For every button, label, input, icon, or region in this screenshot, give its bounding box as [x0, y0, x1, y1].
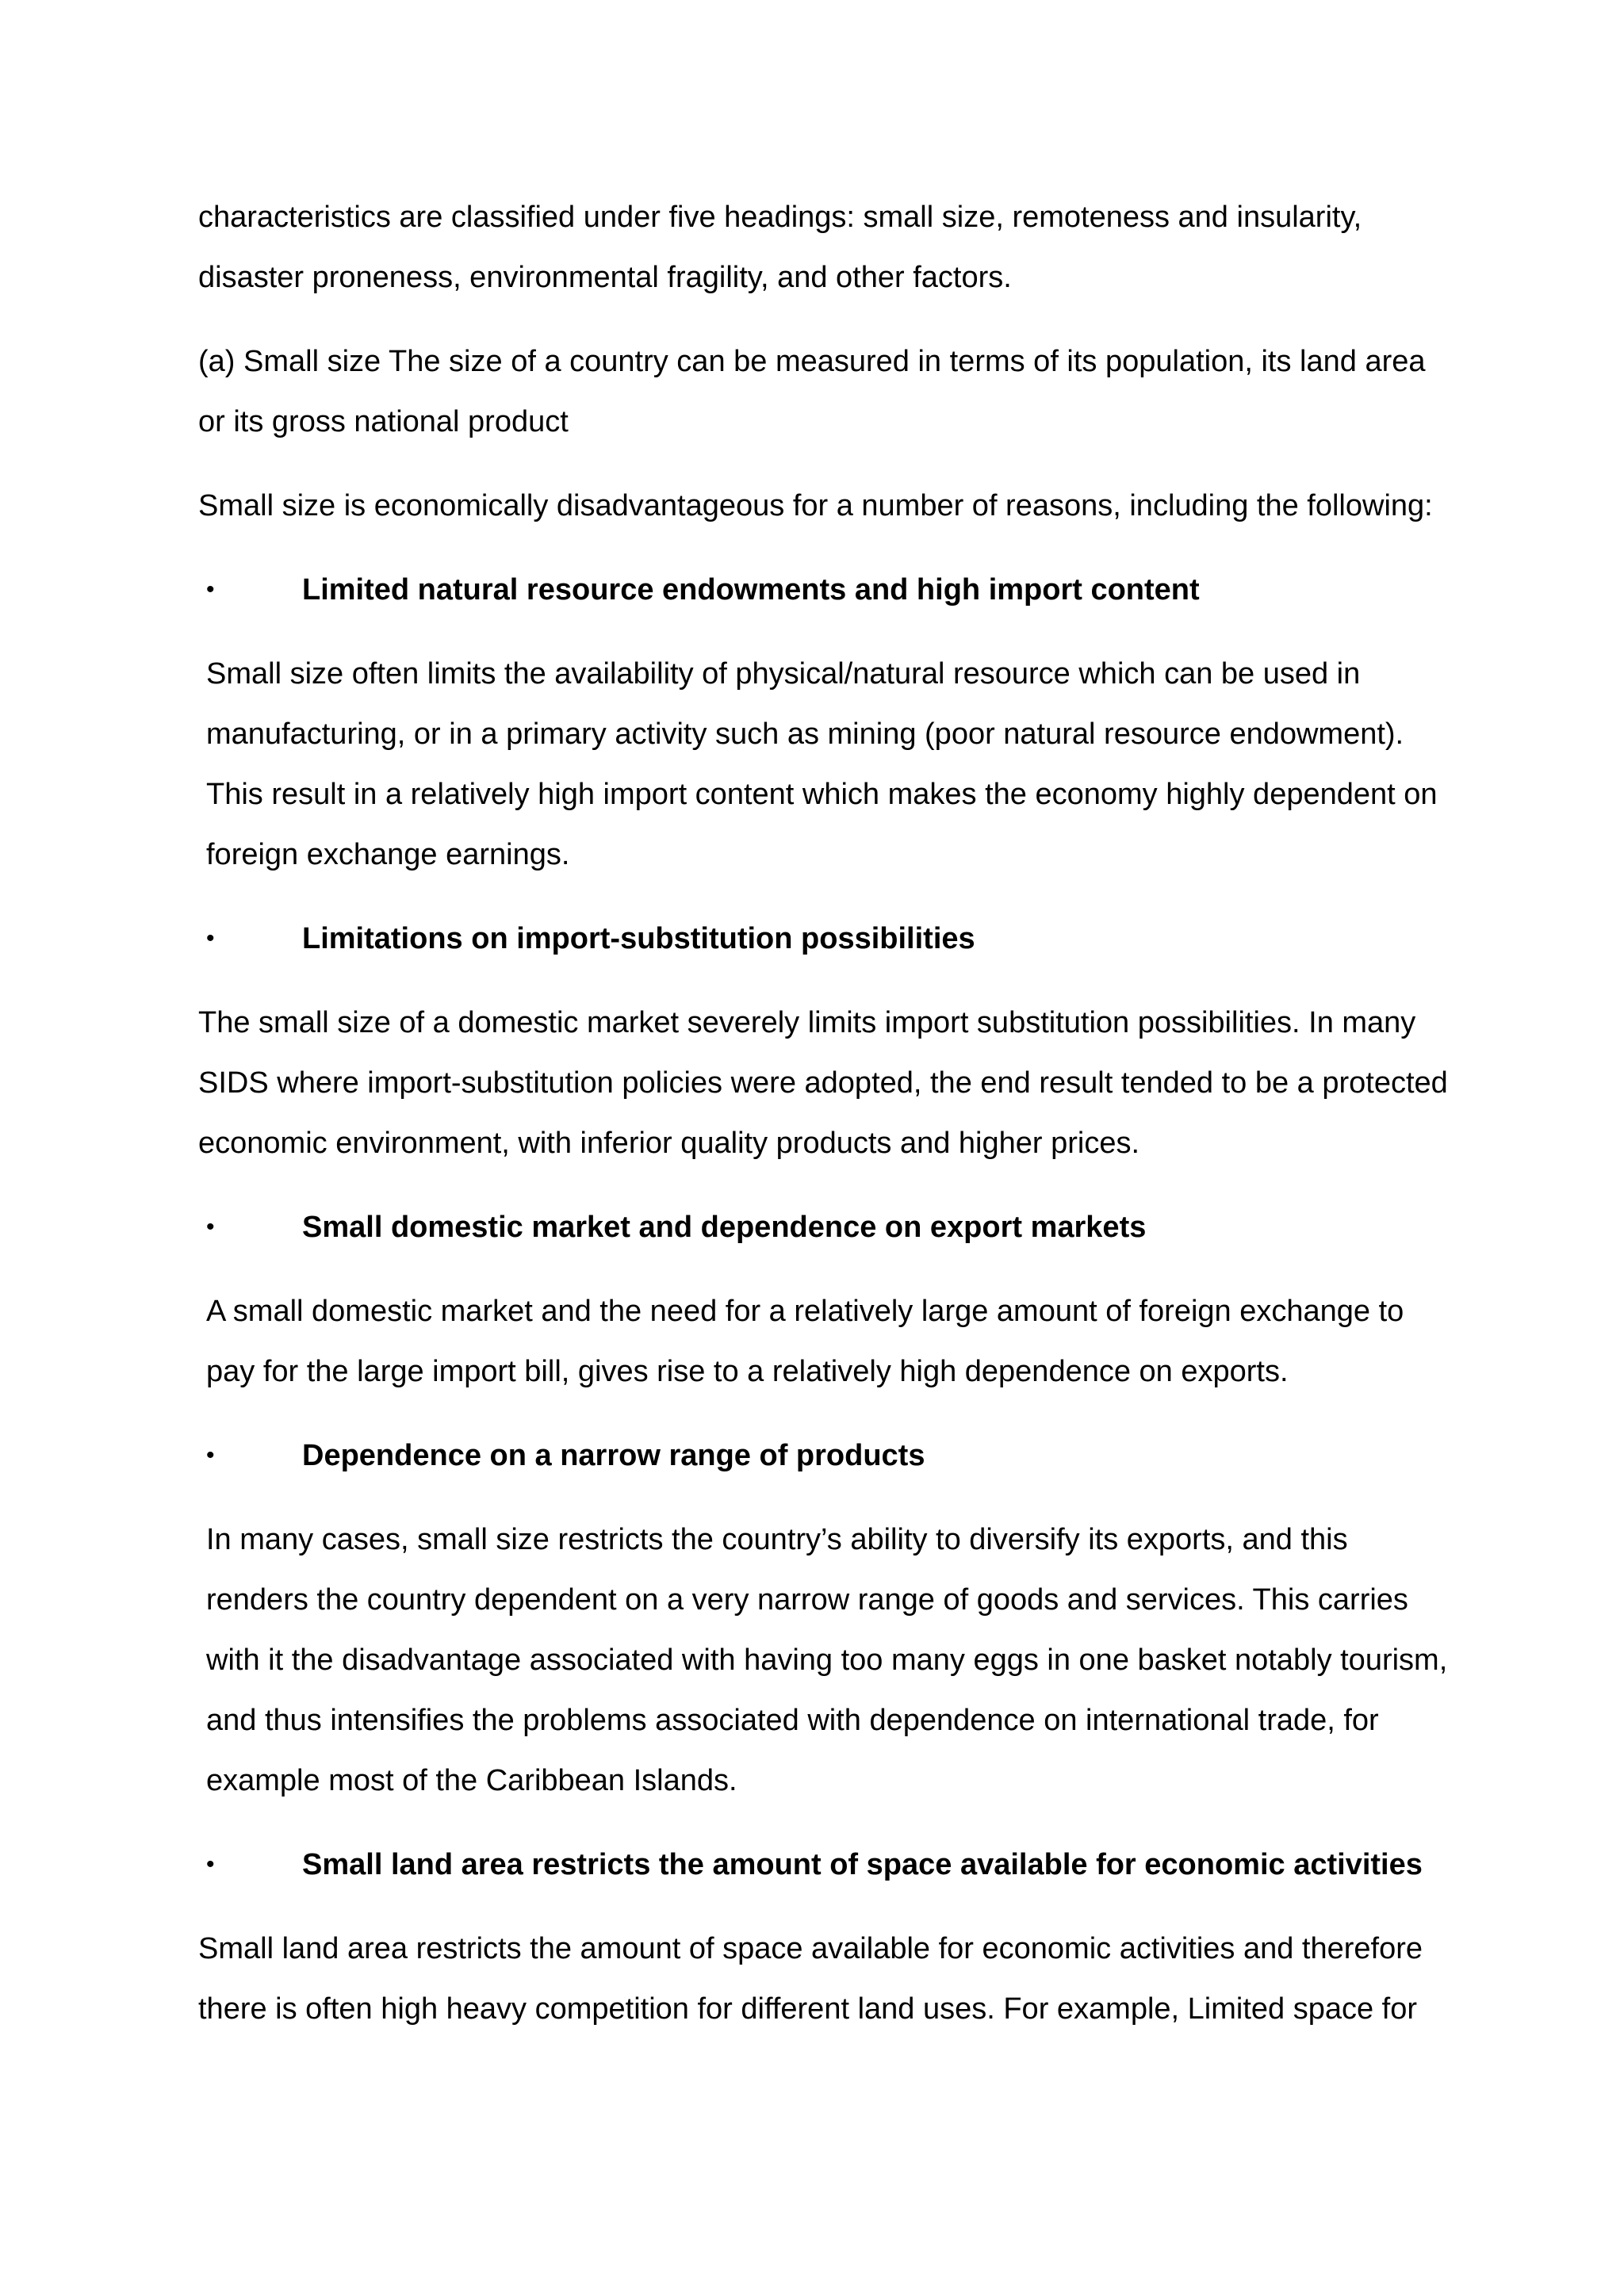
disadvantage-intro-paragraph: Small size is economically disadvantageous for a number of reasons, including the following: [198, 489, 1433, 522]
intro-paragraph: characteristics are classified under five headings: small size, remoteness and insularity, disaster proneness, environmental fragility, and other factors. [198, 201, 1362, 294]
bullet-icon: • [206, 1442, 215, 1468]
section-body-land-area: Small land area restricts the amount of space available for economic activities and therefore there is often high heavy competition for different land uses. For example, Limited space for [198, 1932, 1423, 2026]
small-size-paragraph: (a) Small size The size of a country can be measured in terms of its population, its land area or its gross national product [198, 345, 1426, 438]
section-heading-land-area [198, 1835, 1451, 1895]
section-body-natural-resources: Small size often limits the availability of physical/natural resource which can be used in manufacturing, or in a primary activity such as mining (poor natural resource endowment). This result in a relatively high import content which makes the economy highly dependent on foreign exchange earnings. [206, 657, 1438, 871]
document-body [198, 187, 1451, 2063]
section-body-import-substitution: The small size of a domestic market severely limits import substitution possibilities. In many SIDS where import-substitution policies were adopted, the end result tended to be a protected economic environment, with inferior quality products and higher prices. [198, 1006, 1448, 1160]
bullet-icon: • [206, 1214, 215, 1240]
bullet-icon: • [206, 1851, 215, 1877]
bullet-icon: • [206, 576, 215, 603]
section-heading-natural-resources [198, 560, 1451, 620]
section-heading-import-substitution [198, 909, 1451, 969]
section-heading-text: Small land area restricts the amount of space available for economic activities [302, 1848, 1423, 1881]
section-heading-export-markets [198, 1197, 1451, 1257]
section-heading-text: Dependence on a narrow range of products [302, 1439, 925, 1472]
section-heading-narrow-products [198, 1425, 1451, 1486]
section-heading-text: Small domestic market and dependence on export markets [302, 1211, 1147, 1244]
section-heading-text: Limited natural resource endowments and high import content [302, 573, 1200, 607]
section-body-export-markets: A small domestic market and the need for a relatively large amount of foreign exchange to pay for the large import bill, gives rise to a relatively high dependence on exports. [206, 1295, 1404, 1388]
section-heading-text: Limitations on import-substitution possibilities [302, 922, 975, 955]
bullet-icon: • [206, 925, 215, 951]
section-body-narrow-products: In many cases, small size restricts the country’s ability to diversify its exports, and this renders the country dependent on a very narrow range of goods and services. This carries with it the disadvantage associated with having too many eggs in one basket notably tourism, and thus intensifies the problems associated with dependence on international trade, for example most of the Caribbean Islands. [206, 1523, 1448, 1797]
